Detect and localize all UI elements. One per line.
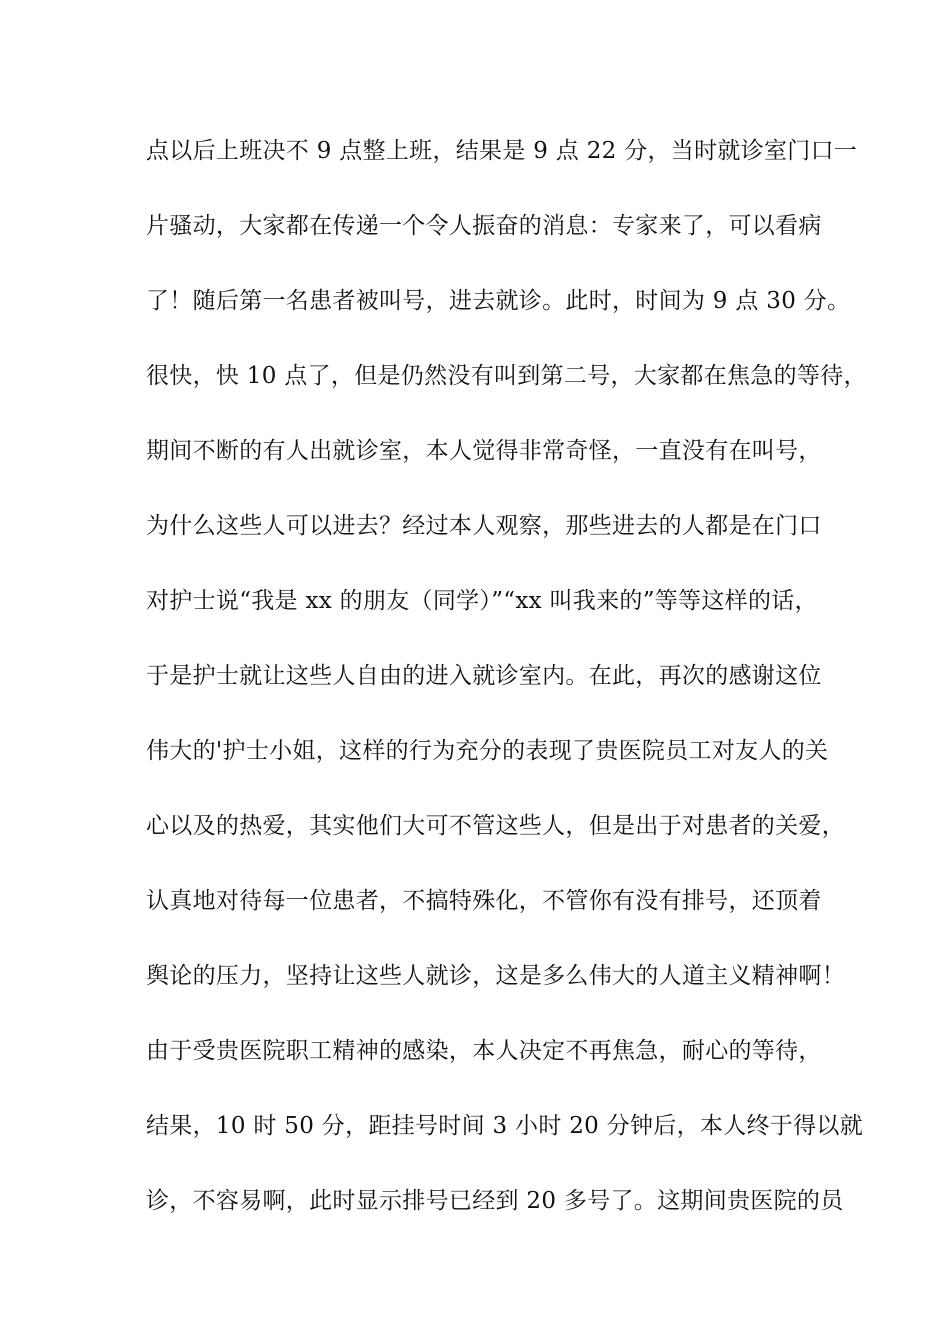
text-line: 伟大的'护士小姐，这样的行为充分的表现了贵医院员工对友人的关 xyxy=(146,738,829,764)
document-body xyxy=(146,128,867,1253)
text-line: 诊，不容易啊，此时显示排号已经到 20 多号了。这期间贵医院的员 xyxy=(146,1188,844,1214)
text-line: 结果，10 时 50 分，距挂号时间 3 小时 20 分钟后，本人终于得以就 xyxy=(146,1113,864,1139)
text-line: 点以后上班决不 9 点整上班，结果是 9 点 22 分，当时就诊室门口一 xyxy=(146,138,858,164)
text-line: 由于受贵医院职工精神的感染，本人决定不再焦急，耐心的等待， xyxy=(146,1038,822,1064)
text-line: 为什么这些人可以进去？经过本人观察，那些进去的人都是在门口 xyxy=(146,513,822,539)
text-line: 心以及的热爱，其实他们大可不管这些人，但是出于对患者的关爱， xyxy=(146,813,845,839)
text-line: 很快，快 10 点了，但是仍然没有叫到第二号，大家都在焦急的等待， xyxy=(146,363,867,389)
text-line: 认真地对待每一位患者，不搞特殊化，不管你有没有排号，还顶着 xyxy=(146,888,822,914)
text-line: 片骚动，大家都在传递一个令人振奋的消息：专家来了，可以看病 xyxy=(146,213,822,239)
text-line: 了！随后第一名患者被叫号，进去就诊。此时，时间为 9 点 30 分。 xyxy=(146,288,851,314)
text-line: 于是护士就让这些人自由的进入就诊室内。在此，再次的感谢这位 xyxy=(146,663,822,689)
text-line: 对护士说“我是 xx 的朋友（同学）”“xx 叫我来的”等等这样的话， xyxy=(146,588,818,614)
text-line: 舆论的压力，坚持让这些人就诊，这是多么伟大的人道主义精神啊！ xyxy=(146,963,845,989)
text-line: 期间不断的有人出就诊室，本人觉得非常奇怪，一直没有在叫号， xyxy=(146,438,822,464)
